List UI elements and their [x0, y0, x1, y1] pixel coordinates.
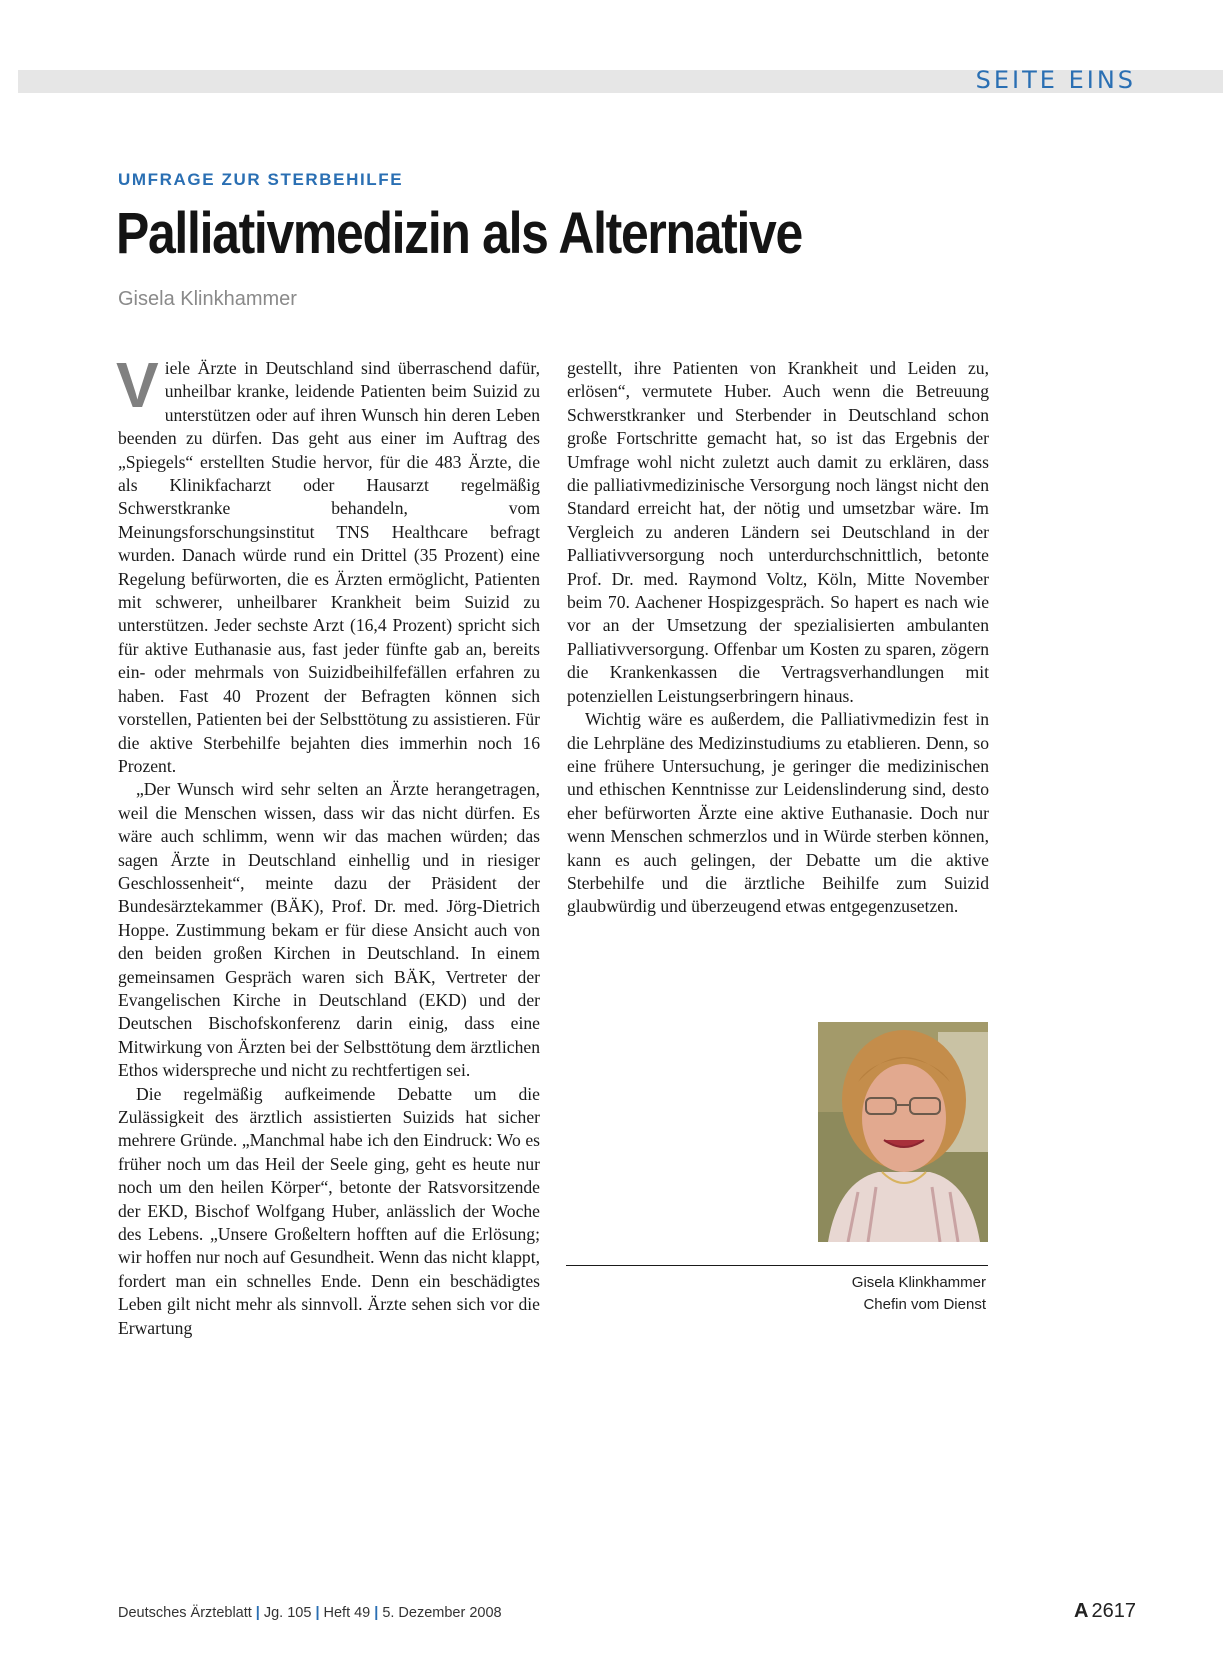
footer-separator: | [255, 1605, 260, 1621]
paragraph-text: iele Ärzte in Deutschland sind überraschend dafür, unheilbar kranke, leidende Patienten beim Suizid zu unterstützen oder auf ihren Wunsch hin deren Leben beenden zu dürfen. Das geht aus einer im Auftrag des „Spiegels“ erstellten Studie hervor, für die 483 Ärzte, die als Klinikfacharzt oder Hausarzt regelmäßig Schwerstkranke behandeln, vom Meinungsforschungsinstitut TNS Healthcare befragt wurden. Danach würde rund ein Drittel (35 Prozent) eine Regelung befürworten, die es Ärzten ermöglicht, Patienten mit schwerer, unheilbarer Krankheit beim Suizid zu unterstützen. Jeder sechste Arzt (16,4 Prozent) spricht sich für aktive Euthanasie aus, fast jeder fünfte gab an, bereits ein- oder mehrmals von Suizidbeihilfefällen erfahren zu haben. Fast 40 Prozent der Befragten können sich vorstellen, Patienten bei der Selbsttötung zu assistieren. Für die aktive Sterbehilfe bejahten dies immerhin noch 16 Prozent. [118, 358, 540, 776]
article-kicker: UMFRAGE ZUR STERBEHILFE [118, 170, 404, 189]
footer-issue: Heft 49 [323, 1605, 371, 1621]
dropcap-letter: V [116, 349, 159, 421]
caption-name: Gisela Klinkhammer [851, 1274, 986, 1291]
page-number [1074, 1600, 1136, 1623]
article-column-right [567, 357, 989, 919]
section-label: SEITE EINS [975, 66, 1136, 94]
article-title: Palliativmedizin als Alternative [116, 201, 802, 266]
page-number-value: 2617 [1091, 1600, 1136, 1622]
article-column-left [116, 349, 540, 1340]
paragraph: „Der Wunsch wird sehr selten an Ärzte herangetragen, weil die Menschen wissen, dass wir das nicht dürfen. Es wäre auch schlimm, wenn wir das machen würden; das sagen Ärzte in Deutschland einhellig und in riesiger Geschlossenheit“, meinte dazu der Präsident der Bundesärztekammer (BÄK), Prof. Dr. med. Jörg-Dietrich Hoppe. Zustimmung bekam er für diese Ansicht auch von den beiden großen Kirchen in Deutschland. In einem gemeinsamen Gespräch waren sich BÄK, Vertreter der Evangelischen Kirche in Deutschland (EKD) und der Deutschen Bischofskonferenz darin einig, dass eine Mitwirkung von Ärzten bei der Selbsttötung dem ärztlichen Ethos widerspreche und nicht zu rechtfertigen sei. [118, 779, 540, 1081]
paragraph: gestellt, ihre Patienten von Krankheit und Leiden zu, erlösen“, vermutete Huber. Auch wenn die Betreuung Schwerstkranker und Sterbender in Deutschland schon große Fortschritte gemacht hat, so ist das Ergebnis der Umfrage wohl nicht zuletzt auch damit zu erklären, dass die palliativmedizinische Versorgung noch längst nicht den Standard erreicht hat, der nötig und umsetzbar wäre. Im Vergleich zu anderen Ländern sei Deutschland in der Palliativversorgung noch unterdurchschnittlich, betonte Prof. Dr. med. Raymond Voltz, Köln, Mitte November beim 70. Aachener Hospizgespräch. So hapert es nach wie vor an der Umsetzung der spezialisierten ambulanten Palliativversorgung. Offenbar um Kosten zu sparen, zögern die Krankenkassen die Vertragsverhandlungen mit potenziellen Leistungserbringern hinaus. [567, 358, 989, 706]
paragraph [116, 349, 540, 778]
paragraph: Die regelmäßig aufkeimende Debatte um die Zulässigkeit des ärztlich assistierten Suizids hat sicher mehrere Gründe. „Manchmal habe ich den Eindruck: Wo es früher noch um das Heil der Seele ging, geht es heute nur noch um den heilen Körper“, betonte der Ratsvorsitzende der EKD, Bischof Wolfgang Huber, anlässlich der Woche des Lebens. „Unsere Großeltern hofften auf die Erlösung; wir hoffen nur noch auf Gesundheit. Wenn das nicht klappt, fordert man ein schnelles Ende. Denn ein beschädigtes Leben gilt nicht mehr als sinnvoll. Ärzte sehen sich vor die Erwartung [118, 1083, 540, 1338]
page-letter: A [1074, 1600, 1089, 1622]
footer-date: 5. Dezember 2008 [382, 1605, 502, 1621]
author-portrait-photo [818, 1022, 988, 1242]
photo-caption [852, 1272, 986, 1316]
footer-publication: Deutsches Ärzteblatt [118, 1605, 252, 1621]
paragraph: Wichtig wäre es außerdem, die Palliativmedizin fest in die Lehrpläne des Medizinstudiums zu etablieren. Denn, so eine frühere Untersuchung, je geringer die medizinischen und ethischen Kenntnisse zur Leidenslinderung sind, desto eher befürworten Ärzte eine aktive Euthanasie. Doch nur wenn Menschen schmerzlos und in Würde sterben können, kann es auch gelingen, der Debatte um die aktive Sterbehilfe und die ärztliche Beihilfe zum Suizid glaubwürdig und überzeugend etwas entgegenzusetzen. [567, 709, 989, 917]
caption-role: Chefin vom Dienst [863, 1296, 986, 1313]
caption-divider [566, 1265, 988, 1266]
footer-separator: | [374, 1605, 379, 1621]
footer-volume: Jg. 105 [263, 1605, 312, 1621]
article-author: Gisela Klinkhammer [118, 288, 297, 310]
portrait-illustration [818, 1022, 988, 1242]
footer-separator: | [315, 1605, 320, 1621]
page-footer [118, 1605, 502, 1621]
